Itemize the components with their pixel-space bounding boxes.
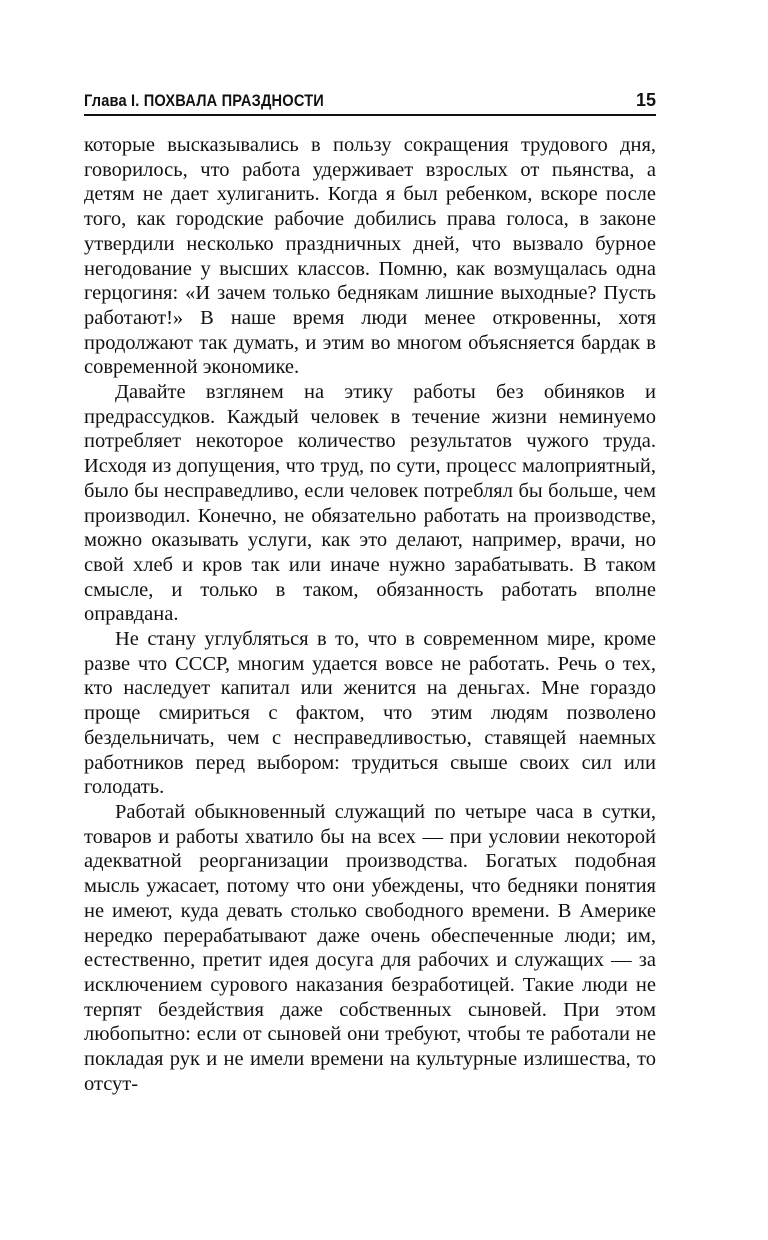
paragraph-4: Работай обыкновенный служащий по четыре часа в сутки, товаров и работы хватило бы на всех — при условии некоторой адекватной реорганизации производства. Богатых подобная мысль ужасает, потому что они убеждены, что бедняки понятия не имеют, куда девать столько свободного времени. В Америке нередко перерабатывают даже очень обеспеченные люди; им, естественно, претит идея досуга для рабочих и служащих — за исключением сурового наказания безработицей. Такие люди не терпят бездействия даже собственных сыновей. При этом любопытно: если от сыновей они требуют, чтобы те работали не покладая рук и не имели времени на культурные излишества, то отсут- xyxy=(84,800,656,1095)
body-text xyxy=(84,133,656,1096)
paragraph-2: Давайте взглянем на этику работы без обиняков и предрассудков. Каждый человек в течение жизни неминуемо потребляет некоторое количество результатов чужого труда. Исходя из допущения, что труд, по сути, процесс малоприятный, было бы несправедливо, если человек потреблял бы больше, чем производил. Конечно, не обязательно работать на производстве, можно оказывать услуги, как это делают, например, врачи, но свой хлеб и кров так или иначе нужно зарабатывать. В таком смысле, и только в таком, обязанность работать вполне оправдана. xyxy=(84,381,656,626)
book-page xyxy=(84,82,656,1096)
paragraph-1: которые высказывались в пользу сокращения трудового дня, говорилось, что работа удерживает взрослых от пьянства, а детям не дает хулиганить. Когда я был ребенком, вскоре после того, как городские рабочие добились права голоса, в законе утвердили несколько праздничных дней, что вызвало бурное негодование у высших классов. Помню, как возмущалась одна герцогиня: «И зачем только беднякам лишние выходные? Пусть работают!» В наше время люди менее откровенны, хотя продолжают так думать, и этим во многом объясняется бардак в современной экономике. xyxy=(84,134,656,379)
chapter-title: Глава I. ПОХВАЛА ПРАЗДНОСТИ xyxy=(84,91,324,110)
page-number: 15 xyxy=(635,90,656,110)
running-header xyxy=(84,82,656,116)
paragraph-3: Не стану углубляться в то, что в современном мире, кроме разве что СССР, многим удается вовсе не работать. Речь о тех, кто наследует капитал или женится на деньгах. Мне гораздо проще смириться с фактом, что этим людям позволено бездельничать, чем с несправедливостью, ставящей наемных работников перед выбором: трудиться свыше своих сил или голодать. xyxy=(84,628,656,799)
